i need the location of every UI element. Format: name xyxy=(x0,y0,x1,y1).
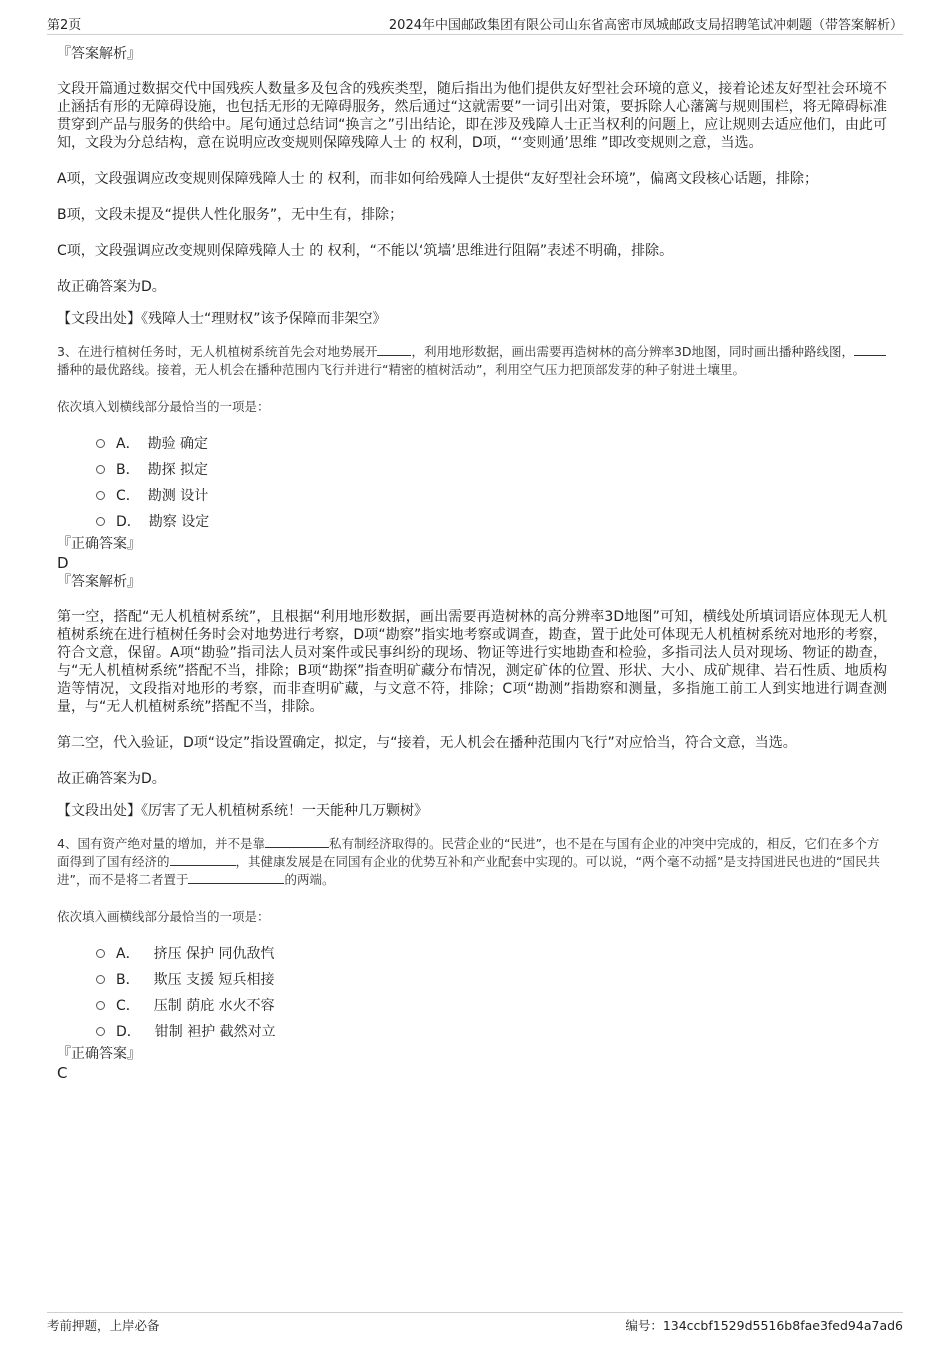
q4-stem-part: ，其健康发展是在同国有企业的优势互补和产业配套中实现的。可以说，“两个毫不动摇”是支持国进民也进的“国民共进”，而不是将二者置于 xyxy=(57,854,880,887)
q2-analysis-label: 『答案解析』 xyxy=(57,46,141,62)
q2-analysis-paragraph: B项，文段未提及“提供人性化服务”，无中生有，排除； xyxy=(57,207,404,223)
q3-option-c[interactable] xyxy=(96,482,887,508)
radio-icon[interactable] xyxy=(96,975,105,984)
q4-correct-answer: C xyxy=(57,1064,68,1082)
q4-stem xyxy=(57,835,887,889)
q4-prompt: 依次填入画横线部分最恰当的一项是： xyxy=(57,909,270,924)
q2-conclusion: 故正确答案为D。 xyxy=(57,279,166,295)
q3-option-a[interactable] xyxy=(96,430,887,456)
q3-option-d[interactable] xyxy=(96,508,887,534)
answer-blank xyxy=(170,853,236,866)
footer-slogan: 考前押题，上岸必备 xyxy=(47,1318,160,1333)
q3-source: 【文段出处】《厉害了无人机植树系统！一天能种几万颗树》 xyxy=(57,803,428,819)
page-number: 第2页 xyxy=(47,18,82,33)
option-text: 欺压 支援 短兵相接 xyxy=(153,972,275,988)
option-letter: A． xyxy=(116,946,140,962)
page-footer xyxy=(47,1312,903,1336)
q2-analysis-paragraph: A项，文段强调应改变规则保障残障人士 的 权利，而非如何给残障人士提供“友好型社会环境”，偏离文段核心话题，排除； xyxy=(57,171,818,187)
q4-stem-part: 的两端。 xyxy=(284,872,335,887)
q3-stem-part: ，利用地形数据，画出需要再造树林的高分辨率3D地图，同时画出播种路线图， xyxy=(411,344,855,359)
option-text: 勘验 确定 xyxy=(147,436,209,452)
option-letter: D． xyxy=(116,514,141,530)
q3-stem-part: 播种的最优路线。接着，无人机会在播种范围内飞行并进行“精密的植树活动”，利用空气压力把顶部发芽的种子射进土壤里。 xyxy=(57,362,745,377)
document-id: 编号：134ccbf1529d5516b8fae3fed94a7ad6 xyxy=(625,1318,903,1333)
option-letter: A． xyxy=(116,436,140,452)
option-letter: C． xyxy=(116,998,140,1014)
radio-icon[interactable] xyxy=(96,439,105,448)
q4-correct-label: 『正确答案』 xyxy=(57,1046,141,1062)
radio-icon[interactable] xyxy=(96,949,105,958)
q4-options xyxy=(57,940,887,1044)
option-text: 勘察 设定 xyxy=(148,514,210,530)
q3-analysis-paragraph: 第一空，搭配“无人机植树系统”，且根据“利用地形数据，画出需要再造树林的高分辨率3D地图”可知，横线处所填词语应体现无人机植树系统在进行植树任务时会对地势进行考察，D项“勘察”指实地考察或调查，勘查，置于此处可体现无人机植树系统对地形的考察，符合文意，保留。A项“勘验”指司法人员对案件或民事纠纷的现场、物证等进行实地勘查和检验，多指司法人员对现场、物证的勘查，与“无人机植树系统”搭配不当，排除；B项“勘探”指查明矿藏分布情况，测定矿体的位置、形状、大小、成矿规律、岩石性质、地质构造等情况，文段指对地形的考察，而非查明矿藏，与文意不符，排除；C项“勘测”指勘察和测量，多指施工前工人到实地进行调查测量，与“无人机植树系统”搭配不当，排除。 xyxy=(57,609,887,715)
q4-option-d[interactable] xyxy=(96,1018,887,1044)
q2-source: 【文段出处】《残障人士“理财权”该予保障而非架空》 xyxy=(57,311,387,327)
radio-icon[interactable] xyxy=(96,517,105,526)
q4-option-c[interactable] xyxy=(96,992,887,1018)
q3-stem-part: 3、在进行植树任务时，无人机植树系统首先会对地势展开 xyxy=(57,344,378,359)
q3-analysis-label: 『答案解析』 xyxy=(57,574,141,590)
q4-option-a[interactable] xyxy=(96,940,887,966)
radio-icon[interactable] xyxy=(96,1001,105,1010)
answer-blank xyxy=(377,343,411,356)
q4-stem-part: 4、国有资产绝对量的增加，并不是靠 xyxy=(57,836,265,851)
option-letter: B． xyxy=(116,972,140,988)
option-letter: D． xyxy=(116,1024,141,1040)
q4-stem-part: 私有制经济取得的。民营企业的“民进”，也不是在与国有企业的冲突中完成的，相反，它们在多个方面得到了国有经济的 xyxy=(57,836,880,869)
q3-stem xyxy=(57,343,887,379)
radio-icon[interactable] xyxy=(96,491,105,500)
q3-prompt: 依次填入划横线部分最恰当的一项是： xyxy=(57,399,270,414)
q3-conclusion: 故正确答案为D。 xyxy=(57,771,166,787)
q3-analysis-paragraph: 第二空，代入验证，D项“设定”指设置确定，拟定，与“接着，无人机会在播种范围内飞行”对应恰当，符合文意，当选。 xyxy=(57,735,797,751)
option-letter: B． xyxy=(116,462,140,478)
q3-options xyxy=(57,430,887,534)
answer-blank xyxy=(265,835,329,848)
document-title: 2024年中国邮政集团有限公司山东省高密市凤城邮政支局招聘笔试冲刺题（带答案解析） xyxy=(388,18,903,33)
option-text: 勘测 设计 xyxy=(147,488,209,504)
q3-correct-label: 『正确答案』 xyxy=(57,536,141,552)
option-text: 钳制 袒护 截然对立 xyxy=(154,1024,276,1040)
radio-icon[interactable] xyxy=(96,1027,105,1036)
option-text: 挤压 保护 同仇敌忾 xyxy=(153,946,275,962)
option-text: 勘探 拟定 xyxy=(147,462,209,478)
option-text: 压制 荫庇 水火不容 xyxy=(153,998,275,1014)
q2-analysis-paragraph: C项，文段强调应改变规则保障残障人士 的 权利，“不能以‘筑墙’思维进行阻隔”表述不明确，排除。 xyxy=(57,243,674,259)
option-letter: C． xyxy=(116,488,140,504)
answer-blank xyxy=(188,871,284,884)
radio-icon[interactable] xyxy=(96,465,105,474)
answer-blank xyxy=(854,343,886,356)
page-content xyxy=(57,44,887,1082)
q3-correct-answer: D xyxy=(57,554,69,572)
q3-option-b[interactable] xyxy=(96,456,887,482)
page-header xyxy=(47,14,903,35)
q4-option-b[interactable] xyxy=(96,966,887,992)
q2-analysis-paragraph: 文段开篇通过数据交代中国残疾人数量多及包含的残疾类型，随后指出为他们提供友好型社会环境的意义，接着论述友好型社会环境不止涵括有形的无障碍设施，也包括无形的无障碍服务，然后通过“这就需要”一词引出对策，要拆除人心藩篱与规则围栏，将无障碍标准贯穿到产品与服务的供给中。尾句通过总结词“换言之”引出结论，即在涉及残障人士正当权利的问题上，应让规则去适应他们，由此可知，文段为分总结构，意在说明应改变规则保障残障人士 的 权利，D项，“‘变则通’思维 ”即改变规则之意，当选。 xyxy=(57,81,887,151)
